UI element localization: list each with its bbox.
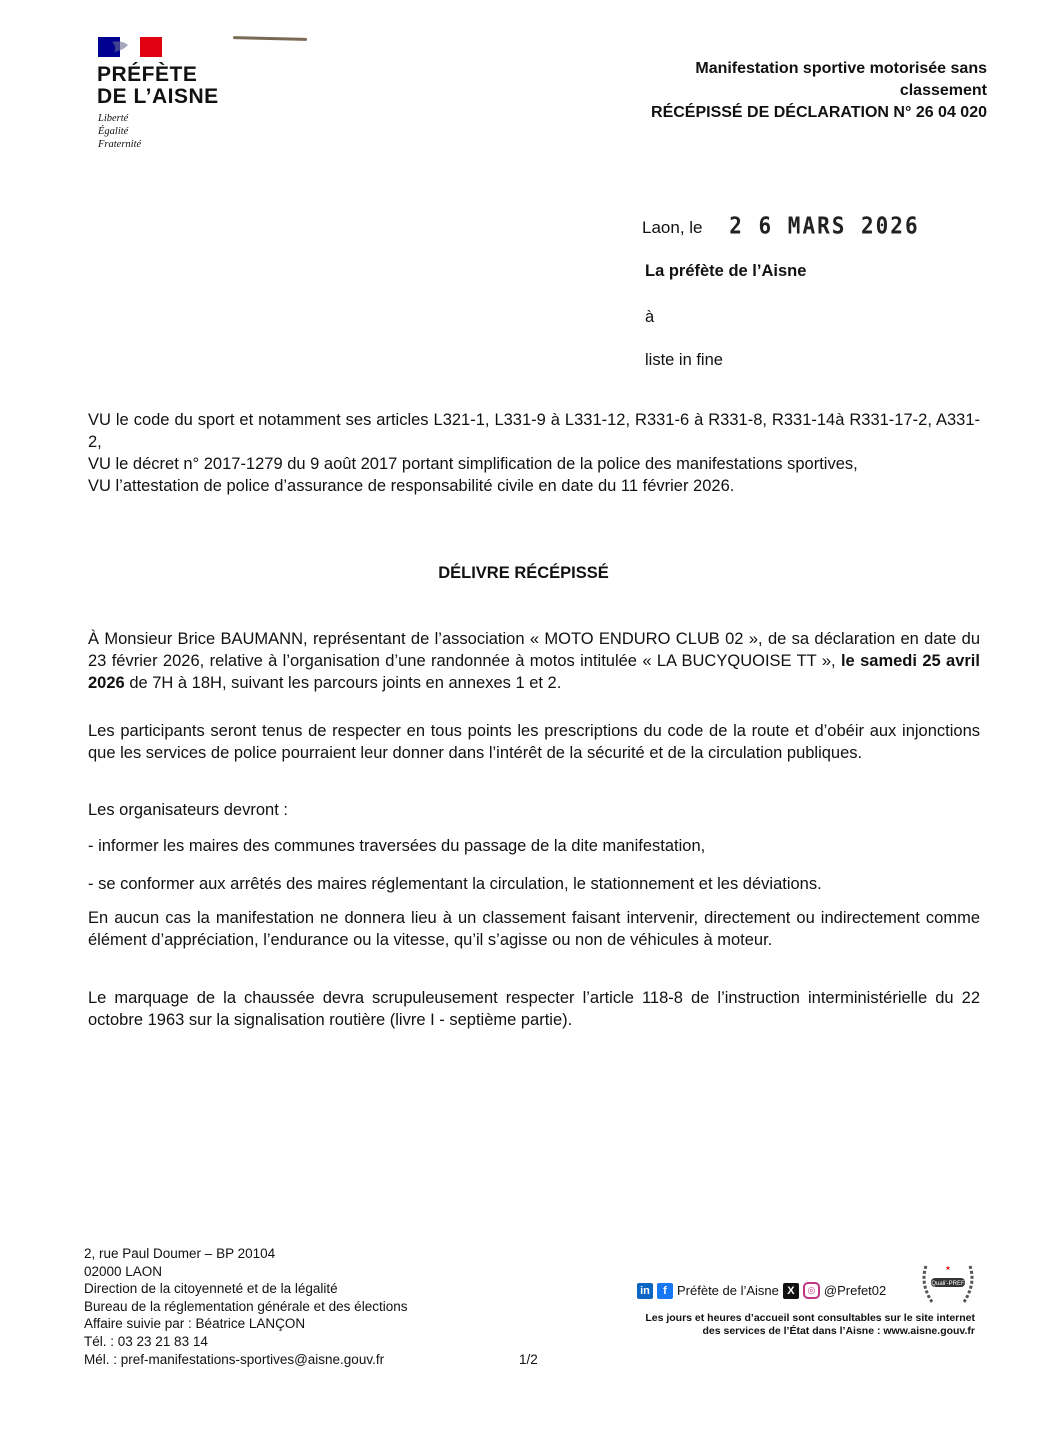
subject-line-1: Manifestation sportive motorisée sans xyxy=(695,60,987,77)
opening-hours-line-1: Les jours et heures d’accueil sont consultables sur le site internet xyxy=(645,1312,975,1324)
consideration-3: VU l’attestation de police d’assurance de responsabilité civile en date du 11 février 2026. xyxy=(88,477,735,495)
x-icon[interactable]: X xyxy=(783,1283,799,1299)
paragraph-no-ranking: En aucun cas la manifestation ne donnera lieu à un classement faisant intervenir, directement ou indirectement comme élément d’appréciation, l’endurance ou la vitesse, qu’il s’agisse ou non de véhicules à moteur. xyxy=(88,909,980,949)
paragraph-receipt-part1: À Monsieur Brice BAUMANN, représentant de l’association « MOTO ENDURO CLUB 02 », de sa déclaration en date du 23 février 2026, relative à l’organisation d’une randonnée à motos intitulée « LA BUCYQUOISE TT », xyxy=(88,630,980,670)
footer-address xyxy=(84,1245,407,1368)
opening-hours-note xyxy=(615,1312,975,1338)
obligation-item-2: - se conformer aux arrêtés des maires réglementant la circulation, le stationnement et les déviations. xyxy=(88,875,822,893)
instagram-icon[interactable]: ◎ xyxy=(803,1282,820,1299)
paragraph-participants: Les participants seront tenus de respecter en tous points les prescriptions du code de la route et d’obéir aux injonctions que les services de police pourraient leur donner dans l’intérêt de la sécurité et de la circulation publiques. xyxy=(88,722,980,762)
motto-liberte: Liberté xyxy=(98,113,129,124)
receipt-number: RÉCÉPISSÉ DE DÉCLARATION N° 26 04 020 xyxy=(651,104,987,121)
consideration-2: VU le décret n° 2017-1279 du 9 août 2017 portant simplification de la police des manifestations sportives, xyxy=(88,455,858,473)
social-links xyxy=(637,1282,886,1299)
addressee-list: liste in fine xyxy=(645,351,723,369)
prefecture-logo-text xyxy=(97,64,219,108)
address-line: Affaire suivie par : Béatrice LANÇON xyxy=(84,1316,306,1332)
pen-stroke-mark xyxy=(233,36,307,41)
logo-line-1: PRÉFÈTE xyxy=(97,63,198,86)
considerations xyxy=(88,409,980,497)
svg-text:★: ★ xyxy=(945,1266,951,1272)
section-title: DÉLIVRE RÉCÉPISSÉ xyxy=(438,564,609,582)
motto-egalite: Égalité xyxy=(98,126,129,137)
republic-motto xyxy=(98,112,141,151)
linkedin-icon[interactable]: in xyxy=(637,1283,653,1299)
obligation-item-1: - informer les maires des communes traversées du passage de la dite manifestation, xyxy=(88,837,706,855)
paragraph-receipt xyxy=(88,628,980,694)
email-line[interactable]: Mél. : pref-manifestations-sportives@aisne.gouv.fr xyxy=(84,1351,385,1367)
subject-line-2: classement xyxy=(899,82,987,99)
address-line: Direction de la citoyenneté et de la légalité xyxy=(84,1281,338,1297)
address-line: 2, rue Paul Doumer – BP 20104 xyxy=(84,1246,276,1261)
paragraph-road-marking: Le marquage de la chaussée devra scrupuleusement respecter l’article 118-8 de l’instruction interministérielle du 22 octobre 1963 sur la signalisation routière (livre I - septième partie). xyxy=(88,989,980,1029)
page-number: 1/2 xyxy=(519,1352,538,1367)
sender: La préfète de l’Aisne xyxy=(645,262,807,280)
opening-hours-line-2: des services de l’État dans l’Aisne : www.aisne.gouv.fr xyxy=(702,1325,975,1337)
paragraph-receipt-part2: de 7H à 18H, suivant les parcours joints en annexes 1 et 2. xyxy=(129,674,562,692)
place-label: Laon, le xyxy=(642,218,703,237)
document-subject xyxy=(567,58,987,124)
event-date: le samedi 25 avril 2026 xyxy=(88,652,980,692)
motto-fraternite: Fraternité xyxy=(98,139,142,150)
facebook-icon[interactable]: f xyxy=(657,1283,673,1299)
logo-line-2: DE L’AISNE xyxy=(97,85,219,108)
badge-label: Qualiʼ-PREF xyxy=(931,1281,965,1287)
address-line: Bureau de la réglementation générale et des élections xyxy=(84,1298,408,1314)
republic-flag-logo xyxy=(98,37,162,57)
paragraph-organisers: Les organisateurs devront : xyxy=(88,801,288,819)
addressee-prefix: à xyxy=(645,308,655,326)
address-line: Tél. : 03 23 21 83 14 xyxy=(84,1333,208,1349)
date-line xyxy=(642,214,920,238)
social-handle: @Prefet02 xyxy=(823,1283,887,1298)
social-name: Préfète de l’Aisne xyxy=(677,1283,779,1298)
address-line: 02000 LAON xyxy=(84,1263,163,1279)
quali-pref-badge xyxy=(918,1258,978,1310)
consideration-1: VU le code du sport et notamment ses articles L321-1, L331-9 à L331-12, R331-6 à R331-8, R331-14à R331-17-2, A331-2, xyxy=(88,411,980,451)
date-stamp: 2 6 MARS 2026 xyxy=(729,212,920,240)
